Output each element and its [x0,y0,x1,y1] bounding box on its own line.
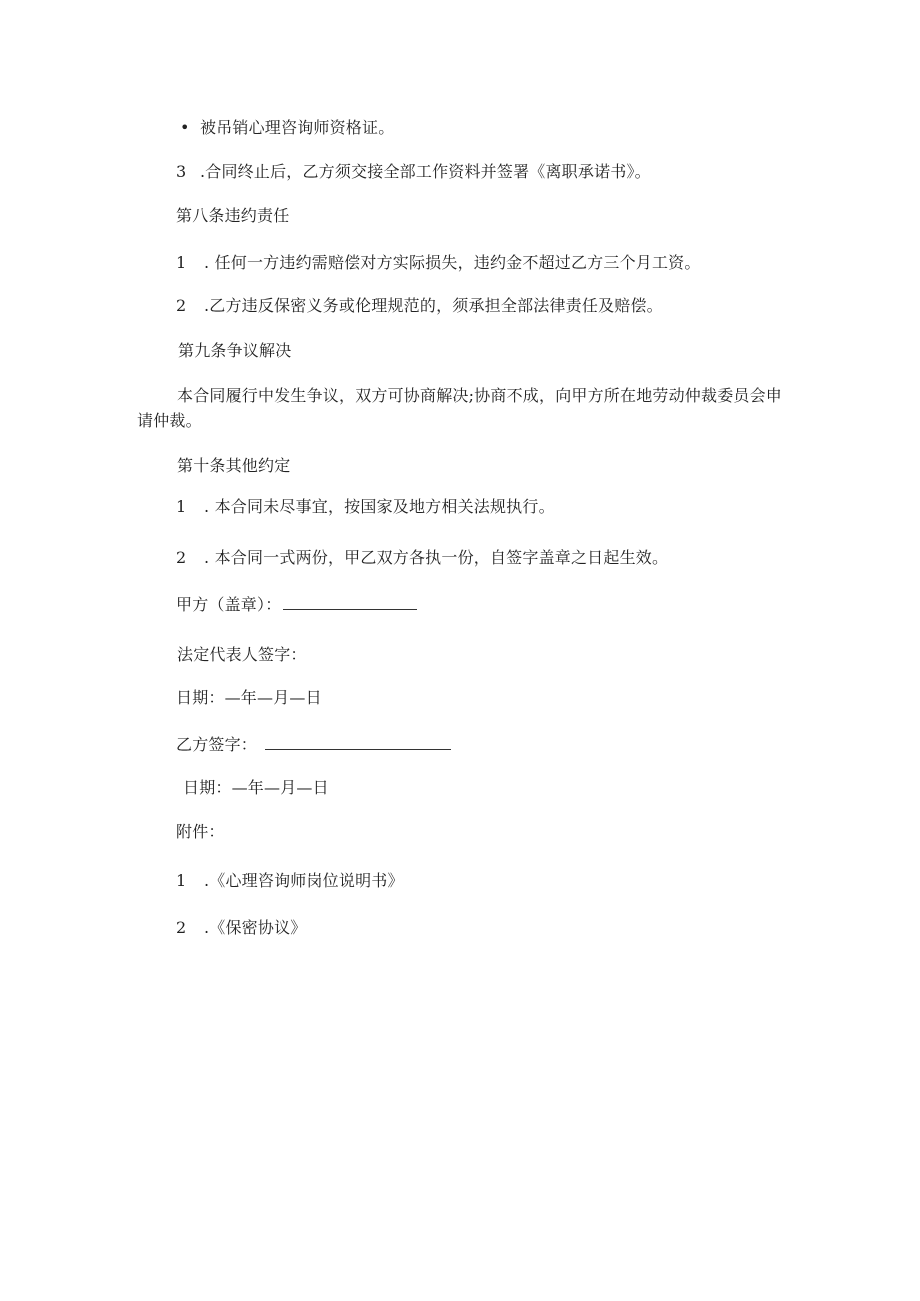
item-number: 1 [176,871,187,890]
attachments-heading: 附件： [176,822,225,841]
clause7-item-3 [176,161,651,183]
item-text: . 任何一方违约需赔偿对方实际损失，违约金不超过乙方三个月工资。 [204,253,701,272]
item-text: .《心理咨询师岗位说明书》 [204,871,404,890]
item-text: . 本合同一式两份，甲乙双方各执一份，自签字盖章之日起生效。 [204,548,669,567]
clause10-item-1 [176,496,555,518]
item-number: 3 [176,162,187,181]
party-b-signature [176,733,451,756]
item-number: 1 [176,497,187,516]
bullet-marker: • [180,118,190,137]
item-text: . 本合同未尽事宜，按国家及地方相关法规执行。 [204,497,555,516]
attachment-item-1 [176,870,404,892]
attachment-item-2 [176,917,307,939]
clause9-body-text: 本合同履行中发生争议，双方可协商解决;协商不成，向甲方所在地劳动仲裁委员会申请仲裁。 [137,386,782,430]
item-text: .乙方违反保密义务或伦理规范的，须承担全部法律责任及赔偿。 [204,296,663,315]
item-text: .《保密协议》 [204,918,307,937]
legal-rep-signature: 法定代表人签字： [177,645,307,664]
bullet-item [180,117,394,139]
item-text: .合同终止后，乙方须交接全部工作资料并签署《离职承诺书》。 [200,162,651,181]
item-number: 2 [176,296,187,315]
item-number: 2 [176,548,187,567]
clause10-item-2 [176,547,668,569]
item-number: 1 [176,253,187,272]
clause8-item-2 [176,295,663,317]
party-b-signature-blank [265,733,451,750]
clause8-heading: 第八条违约责任 [176,206,290,225]
party-a-signature [176,593,417,616]
item-number: 2 [176,918,187,937]
clause9-body [137,383,787,433]
clause10-heading: 第十条其他约定 [177,456,291,475]
date-party-b: 日期：—年—月—日 [183,778,329,797]
date-party-a: 日期：—年—月—日 [176,688,322,707]
party-a-label: 甲方（盖章）： [176,595,282,614]
clause9-heading: 第九条争议解决 [178,341,292,360]
clause8-item-1 [176,252,701,274]
party-b-label: 乙方签字： [176,735,258,754]
bullet-item-text: 被吊销心理咨询师资格证。 [200,118,395,137]
party-a-seal-blank [283,593,417,610]
